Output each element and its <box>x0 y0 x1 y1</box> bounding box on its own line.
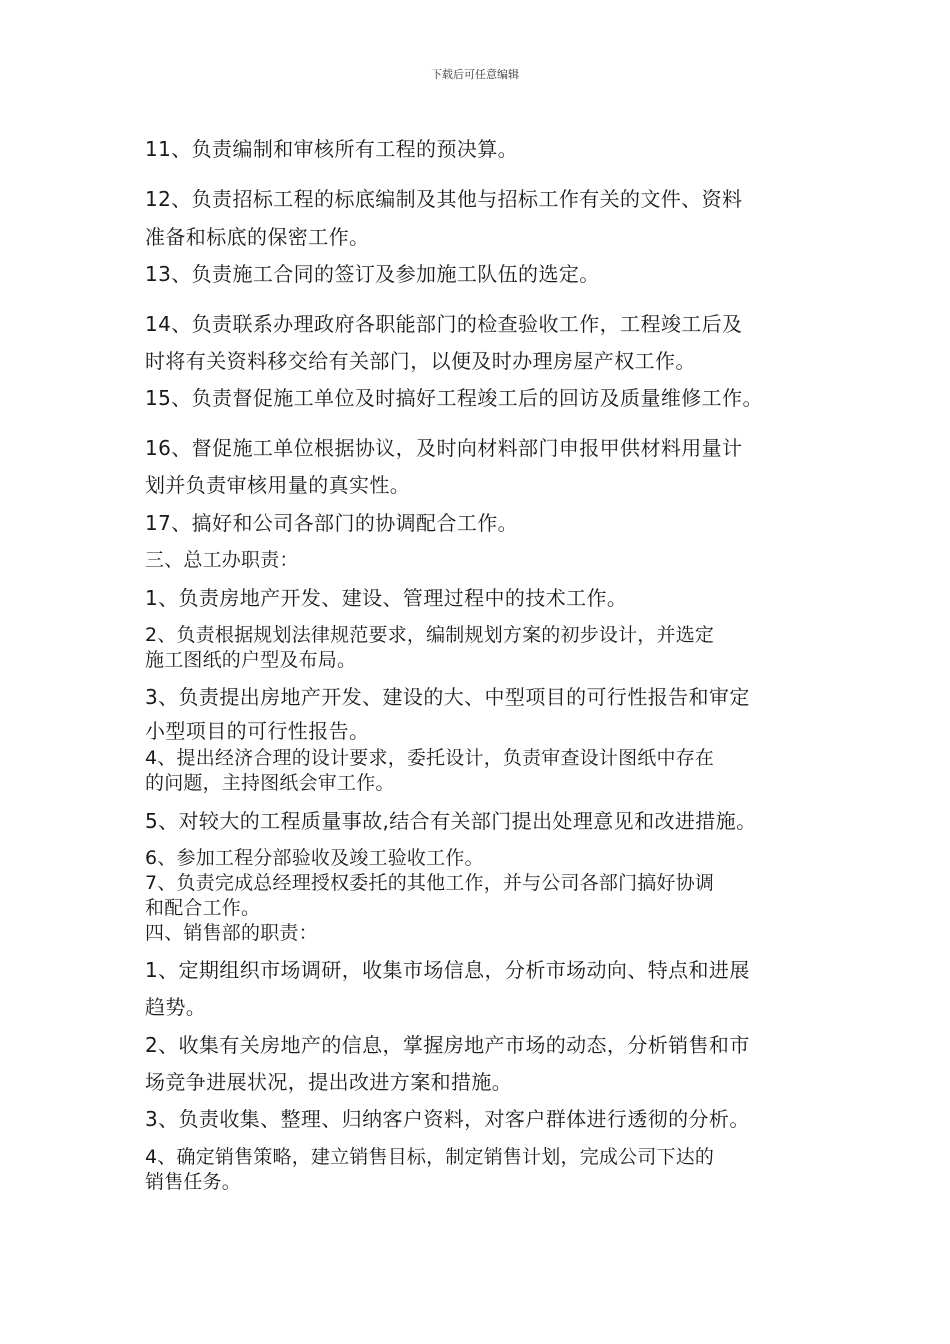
text-line: 和配合工作。 <box>145 897 261 919</box>
text-line: 时将有关资料移交给有关部门，以便及时办理房屋产权工作。 <box>145 349 696 373</box>
text-line: 场竞争进展状况，提出改进方案和措施。 <box>145 1070 513 1094</box>
text-line: 2、负责根据规划法律规范要求，编制规划方案的初步设计，并选定 <box>145 624 715 646</box>
text-line: 1、负责房地产开发、建设、管理过程中的技术工作。 <box>145 586 628 610</box>
text-line: 1、定期组织市场调研，收集市场信息，分析市场动向、特点和进展 <box>145 958 750 982</box>
text-line: 趋势。 <box>145 995 207 1019</box>
text-line: 3、负责收集、整理、归纳客户资料，对客户群体进行透彻的分析。 <box>145 1107 750 1131</box>
text-line: 销售任务。 <box>145 1171 242 1193</box>
text-line: 4、提出经济合理的设计要求，委托设计，负责审查设计图纸中存在 <box>145 747 715 769</box>
text-line: 3、负责提出房地产开发、建设的大、中型项目的可行性报告和审定 <box>145 685 750 709</box>
page-header-note: 下载后可任意编辑 <box>431 68 519 81</box>
text-line: 6、参加工程分部验收及竣工验收工作。 <box>145 847 484 869</box>
text-line: 17、搞好和公司各部门的协调配合工作。 <box>145 511 519 535</box>
text-line: 划并负责审核用量的真实性。 <box>145 473 411 497</box>
text-line: 的问题，主持图纸会审工作。 <box>145 772 395 794</box>
text-line: 准备和标底的保密工作。 <box>145 225 370 249</box>
section-heading: 四、销售部的职责： <box>145 922 318 944</box>
text-line: 13、负责施工合同的签订及参加施工队伍的选定。 <box>145 262 600 286</box>
text-line: 4、确定销售策略，建立销售目标，制定销售计划，完成公司下达的 <box>145 1146 715 1168</box>
text-line: 7、负责完成总经理授权委托的其他工作，并与公司各部门搞好协调 <box>145 872 715 894</box>
text-line: 12、负责招标工程的标底编制及其他与招标工作有关的文件、资料 <box>145 187 743 211</box>
text-line: 11、负责编制和审核所有工程的预决算。 <box>145 137 519 161</box>
text-line: 小型项目的可行性报告。 <box>145 719 370 743</box>
section-heading: 三、总工办职责： <box>145 549 299 571</box>
text-line: 15、负责督促施工单位及时搞好工程竣工后的回访及质量维修工作。 <box>145 386 763 410</box>
text-line: 施工图纸的户型及布局。 <box>145 649 357 671</box>
text-line: 16、督促施工单位根据协议，及时向材料部门申报甲供材料用量计 <box>145 436 743 460</box>
text-line: 14、负责联系办理政府各职能部门的检查验收工作，工程竣工后及 <box>145 312 743 336</box>
text-line: 5、对较大的工程质量事故,结合有关部门提出处理意见和改进措施。 <box>145 809 757 833</box>
text-line: 2、收集有关房地产的信息，掌握房地产市场的动态，分析销售和市 <box>145 1033 750 1057</box>
